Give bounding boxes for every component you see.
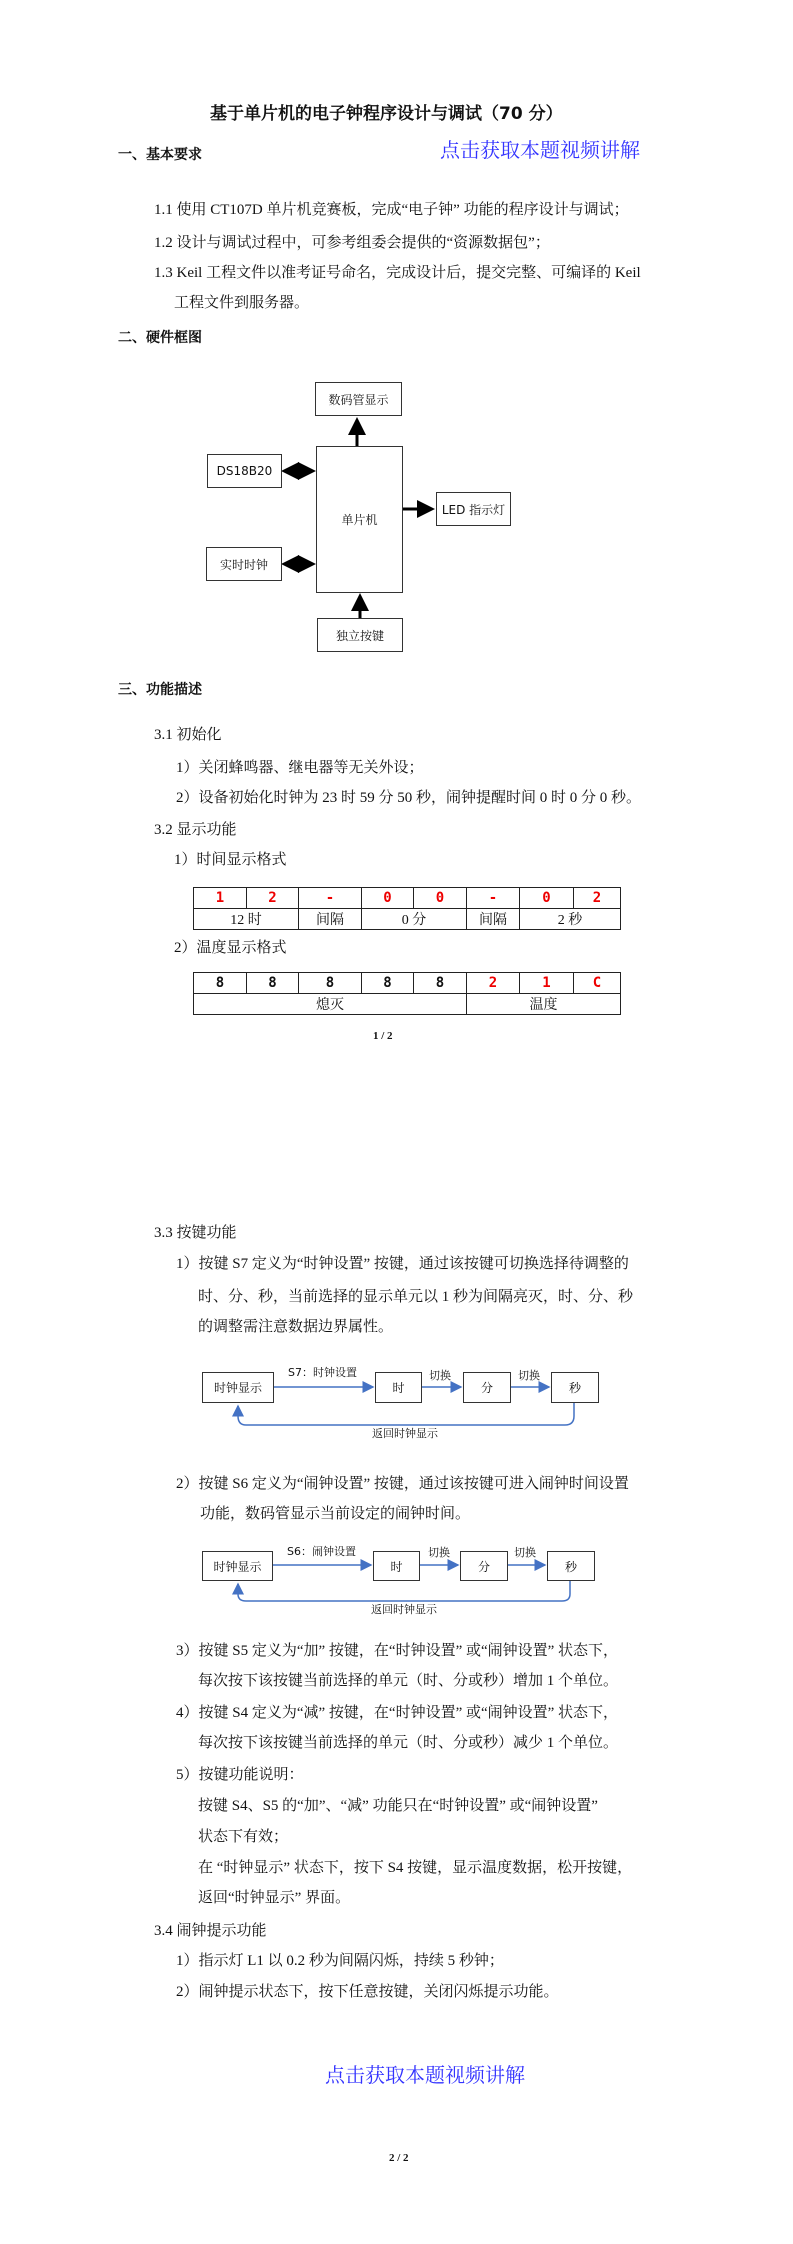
caption-off: 熄灭 <box>194 994 467 1015</box>
temp-format-label: 2）温度显示格式 <box>174 940 287 956</box>
flow2-switch-1: 切换 <box>428 1546 450 1559</box>
block-mcu: 单片机 <box>316 446 403 593</box>
s33-item5-l3: 在 “时钟显示” 状态下，按下 S4 按键，显示温度数据，松开按键， <box>198 1860 633 1876</box>
s33-item4-l1: 4）按键 S4 定义为“减” 按键，在“时钟设置” 或“闹钟设置” 状态下， <box>176 1705 619 1721</box>
s33-item1-l2: 时、分、秒，当前选择的显示单元以 1 秒为间隔亮灭，时、分、秒 <box>198 1289 634 1305</box>
page-number-1: 1 / 2 <box>373 1030 393 1042</box>
video-link-top[interactable]: 点击获取本题视频讲解 <box>440 140 640 162</box>
req-1-3: 1.3 Keil 工程文件以准考证号命名，完成设计后，提交完整、可编译的 Keil <box>154 265 641 281</box>
s33-item5-l1: 按键 S4、S5 的“加”、“减” 功能只在“时钟设置” 或“闹钟设置” <box>198 1798 598 1814</box>
flow1-edge-label: S7：时钟设置 <box>288 1366 357 1379</box>
block-led: LED 指示灯 <box>436 492 511 526</box>
s33-item4-l2: 每次按下该按键当前选择的单元（时、分或秒）减少 1 个单位。 <box>198 1735 619 1751</box>
section-3-heading: 三、功能描述 <box>118 682 202 698</box>
block-ds18b20: DS18B20 <box>207 454 282 488</box>
flow2-edge-label: S6：闹钟设置 <box>287 1545 356 1558</box>
s33-item2-l1: 2）按键 S6 定义为“闹钟设置” 按键，通过该按键可进入闹钟时间设置 <box>176 1476 629 1492</box>
flow1-clock-display: 时钟显示 <box>202 1372 274 1403</box>
s32-title: 3.2 显示功能 <box>154 822 237 838</box>
seg-digit: 2 <box>247 888 299 909</box>
seg-digit: 8 <box>362 973 414 994</box>
seg-digit: 2 <box>574 888 621 909</box>
s33-item5-l4: 返回“时钟显示” 界面。 <box>198 1890 351 1906</box>
page-title: 基于单片机的电子钟程序设计与调试（70 分） <box>210 104 563 124</box>
s33-item3-l2: 每次按下该按键当前选择的单元（时、分或秒）增加 1 个单位。 <box>198 1673 619 1689</box>
s33-title: 3.3 按键功能 <box>154 1225 237 1241</box>
block-display: 数码管显示 <box>315 382 402 416</box>
flow2-second: 秒 <box>547 1551 595 1581</box>
seg-digit: 8 <box>299 973 362 994</box>
s33-item5-l2: 状态下有效； <box>198 1829 289 1845</box>
s34-title: 3.4 闹钟提示功能 <box>154 1923 267 1939</box>
page-number-2: 2 / 2 <box>389 2152 409 2164</box>
flow2-hour: 时 <box>373 1551 420 1581</box>
seg-digit: 1 <box>194 888 247 909</box>
flow1-second: 秒 <box>551 1372 599 1403</box>
caption-second: 2 秒 <box>520 909 621 930</box>
caption-hour: 12 时 <box>194 909 299 930</box>
s31-item-1: 1）关闭蜂鸣器、继电器等无关外设； <box>176 760 424 776</box>
seg-digit: 2 <box>467 973 520 994</box>
flow1-minute: 分 <box>463 1372 511 1403</box>
seg-digit: 8 <box>414 973 467 994</box>
time-format-label: 1）时间显示格式 <box>174 852 287 868</box>
seg-digit: - <box>299 888 362 909</box>
seg-digit: - <box>467 888 520 909</box>
seg-digit: 8 <box>247 973 299 994</box>
req-1-1: 1.1 使用 CT107D 单片机竞赛板，完成“电子钟” 功能的程序设计与调试； <box>154 202 629 218</box>
flow1-back-label: 返回时钟显示 <box>372 1427 438 1440</box>
s34-item-2: 2）闹钟提示状态下，按下任意按键，关闭闪烁提示功能。 <box>176 1984 559 2000</box>
flow2-minute: 分 <box>460 1551 508 1581</box>
caption-minute: 0 分 <box>362 909 467 930</box>
flow2-back-label: 返回时钟显示 <box>371 1603 437 1616</box>
flow2-switch-2: 切换 <box>514 1546 536 1559</box>
s31-item-2: 2）设备初始化时钟为 23 时 59 分 50 秒，闹钟提醒时间 0 时 0 分 0 秒。 <box>176 790 642 806</box>
s33-item1-l1: 1）按键 S7 定义为“时钟设置” 按键，通过该按键可切换选择待调整的 <box>176 1256 629 1272</box>
flow2-clock-display: 时钟显示 <box>202 1551 273 1581</box>
s31-title: 3.1 初始化 <box>154 727 222 743</box>
seg-digit: C <box>574 973 621 994</box>
seg-digit: 1 <box>520 973 574 994</box>
flow1-hour: 时 <box>375 1372 422 1403</box>
section-2-heading: 二、硬件框图 <box>118 330 202 346</box>
section-1-heading: 一、基本要求 <box>118 147 202 163</box>
s33-item1-l3: 的调整需注意数据边界属性。 <box>198 1319 394 1335</box>
block-keys: 独立按键 <box>317 618 403 652</box>
s33-item5-title: 5）按键功能说明： <box>176 1767 304 1783</box>
seg-digit: 0 <box>520 888 574 909</box>
video-link-bottom[interactable]: 点击获取本题视频讲解 <box>325 2065 525 2087</box>
caption-temp: 温度 <box>467 994 621 1015</box>
flow1-switch-1: 切换 <box>429 1369 451 1382</box>
seg-digit: 0 <box>414 888 467 909</box>
s33-item2-l2: 功能，数码管显示当前设定的闹钟时间。 <box>200 1506 471 1522</box>
req-1-2: 1.2 设计与调试过程中，可参考组委会提供的“资源数据包”； <box>154 235 550 251</box>
s33-item3-l1: 3）按键 S5 定义为“加” 按键，在“时钟设置” 或“闹钟设置” 状态下， <box>176 1643 619 1659</box>
seg-digit: 8 <box>194 973 247 994</box>
caption-sep: 间隔 <box>299 909 362 930</box>
seg-digit: 0 <box>362 888 414 909</box>
block-rtc: 实时时钟 <box>206 547 282 581</box>
s34-item-1: 1）指示灯 L1 以 0.2 秒为间隔闪烁，持续 5 秒钟； <box>176 1953 504 1969</box>
caption-sep: 间隔 <box>467 909 520 930</box>
flow1-switch-2: 切换 <box>518 1369 540 1382</box>
req-1-3-cont: 工程文件到服务器。 <box>174 295 310 311</box>
